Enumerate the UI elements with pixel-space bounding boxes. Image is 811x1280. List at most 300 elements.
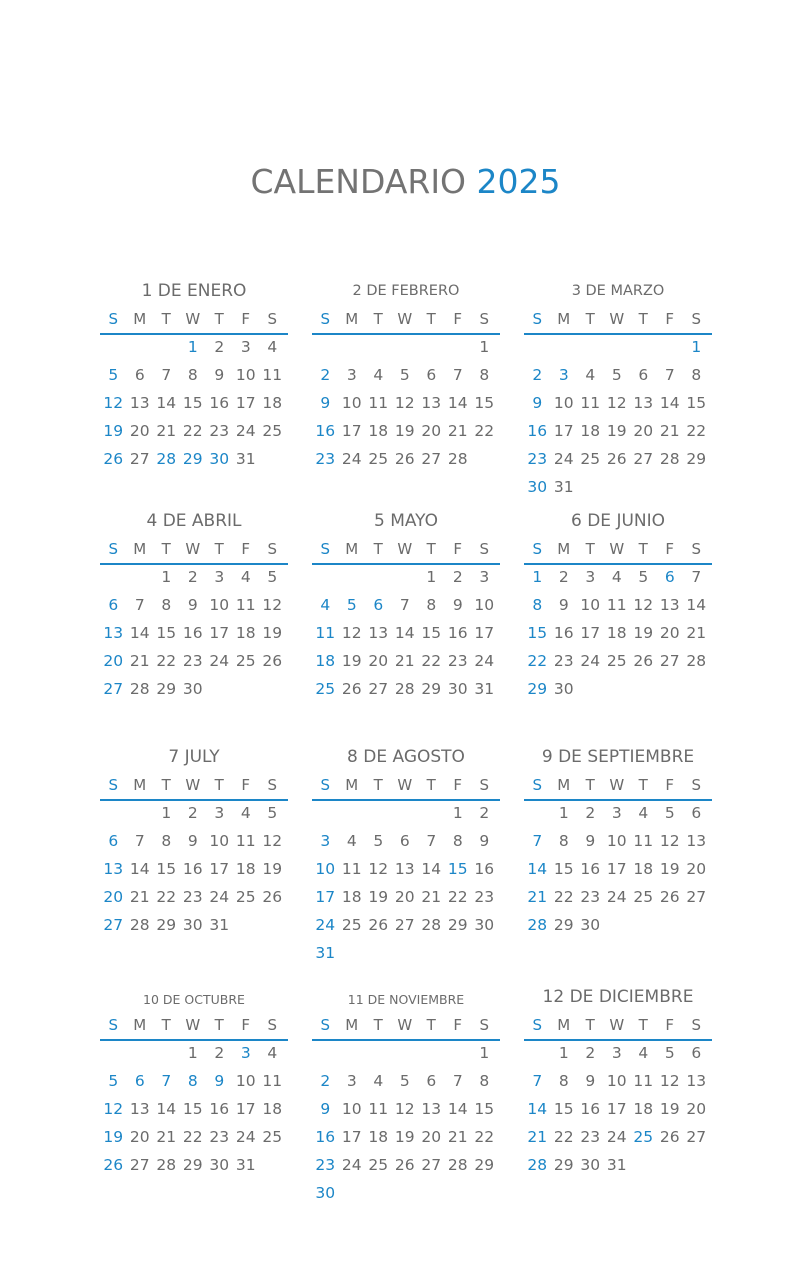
day-cell: 14 [394,624,415,642]
weekday-label: W [185,310,201,328]
day-cell: 17 [209,624,230,642]
weekday-label: T [161,776,171,794]
day-cell-highlighted: 19 [103,422,124,440]
day-cell: 21 [129,652,150,670]
weekday-label: W [185,1016,201,1034]
weekday-label: F [241,1016,251,1034]
day-cell: 24 [341,1156,362,1174]
day-cell: 17 [341,422,362,440]
day-cell: 25 [633,888,654,906]
month-name: 3 DE MARZO [571,283,665,299]
day-cell-highlighted: 1 [691,338,702,356]
day-cell: 12 [633,596,654,614]
day-cell: 18 [368,1128,389,1146]
day-cell: 2 [585,1044,596,1062]
day-cell: 22 [156,652,177,670]
day-cell-highlighted: 23 [315,450,336,468]
day-cell: 8 [479,1072,490,1090]
weekday-label: W [185,540,201,558]
day-cell: 4 [638,804,649,822]
day-cell-highlighted: 6 [373,596,384,614]
day-cell: 18 [606,624,627,642]
day-cell: 2 [214,1044,225,1062]
day-cell-highlighted: 13 [103,860,124,878]
day-cell: 16 [580,1100,601,1118]
day-cell: 5 [664,1044,675,1062]
weekday-label: S [320,540,331,558]
header-divider [524,1039,712,1041]
weekday-label: M [557,776,571,794]
month-name: 12 DE DICIEMBRE [542,987,694,1007]
day-cell: 16 [447,624,468,642]
day-cell: 8 [452,832,463,850]
weekday-label: M [557,1016,571,1034]
day-cell: 14 [686,596,707,614]
weekday-label: S [320,776,331,794]
day-cell: 14 [659,394,680,412]
weekday-label: F [665,776,675,794]
day-cell: 8 [161,596,172,614]
day-cell: 27 [686,888,707,906]
day-cell: 2 [214,338,225,356]
day-cell-highlighted: 16 [315,1128,336,1146]
weekday-label: M [133,1016,147,1034]
weekday-label: W [609,540,625,558]
day-cell-highlighted: 7 [532,832,543,850]
day-cell: 8 [691,366,702,384]
day-cell: 19 [659,860,680,878]
day-cell: 31 [235,450,256,468]
day-cell: 26 [262,888,283,906]
weekday-label: F [241,776,251,794]
weekday-header-row [524,1014,712,1036]
header-divider [524,799,712,801]
day-cell-highlighted: 26 [103,450,124,468]
day-cell: 22 [182,422,203,440]
weekday-header-row [100,308,288,330]
day-cell: 11 [262,366,283,384]
day-cell: 30 [474,916,495,934]
day-cell-highlighted: 28 [527,1156,548,1174]
weekday-label: S [267,776,278,794]
day-cell: 30 [447,680,468,698]
day-cell: 20 [129,1128,150,1146]
day-cell: 17 [235,1100,256,1118]
day-cell-highlighted: 13 [103,624,124,642]
day-cell: 2 [187,804,198,822]
weekday-label: S [479,540,490,558]
day-cell: 18 [262,394,283,412]
weekday-label: T [373,776,383,794]
day-cell: 1 [452,804,463,822]
day-cell: 24 [474,652,495,670]
day-cell-highlighted: 12 [103,1100,124,1118]
day-cell-highlighted: 4 [320,596,331,614]
day-cell: 15 [182,1100,203,1118]
day-cell: 11 [368,394,389,412]
day-cell: 10 [235,366,256,384]
day-cell: 17 [474,624,495,642]
weekday-label: W [397,540,413,558]
header-divider [312,563,500,565]
day-cell: 7 [426,832,437,850]
weekday-label: S [108,540,119,558]
day-cell-highlighted: 22 [527,652,548,670]
day-cell: 16 [209,1100,230,1118]
day-cell: 7 [452,366,463,384]
weekday-label: W [397,310,413,328]
weekday-label: S [108,310,119,328]
weekday-label: T [373,310,383,328]
weekday-label: T [373,1016,383,1034]
day-cell: 15 [553,1100,574,1118]
weekday-label: W [397,776,413,794]
day-cell: 22 [182,1128,203,1146]
day-cell: 18 [262,1100,283,1118]
month-name: 8 DE AGOSTO [347,747,465,767]
day-cell: 26 [659,888,680,906]
day-cell-highlighted: 29 [527,680,548,698]
weekday-header-row [100,1014,288,1036]
day-cell: 20 [421,422,442,440]
day-cell: 5 [399,366,410,384]
day-cell: 7 [452,1072,463,1090]
day-cell: 12 [659,1072,680,1090]
day-cell: 22 [686,422,707,440]
day-cell: 29 [553,916,574,934]
day-cell-highlighted: 1 [187,338,198,356]
day-cell: 7 [134,832,145,850]
day-cell: 19 [633,624,654,642]
day-cell: 31 [474,680,495,698]
day-cell: 5 [399,1072,410,1090]
day-cell: 7 [691,568,702,586]
day-cell: 26 [394,450,415,468]
day-cell: 19 [368,888,389,906]
day-cell: 24 [235,1128,256,1146]
day-cell: 20 [129,422,150,440]
day-cell: 9 [585,1072,596,1090]
day-cell: 25 [580,450,601,468]
weekday-label: T [585,1016,595,1034]
day-cell: 12 [368,860,389,878]
weekday-label: T [426,1016,436,1034]
weekday-label: T [161,540,171,558]
day-cell: 6 [426,1072,437,1090]
day-cell: 25 [262,422,283,440]
day-cell: 4 [638,1044,649,1062]
day-cell: 24 [606,888,627,906]
day-cell-highlighted: 6 [664,568,675,586]
day-cell: 15 [553,860,574,878]
day-cell: 29 [447,916,468,934]
day-cell: 26 [606,450,627,468]
day-cell: 15 [686,394,707,412]
day-cell: 6 [134,366,145,384]
month-block [312,510,500,740]
day-cell: 23 [182,888,203,906]
header-divider [100,799,288,801]
day-cell: 20 [368,652,389,670]
month-block [524,986,712,1216]
day-cell: 15 [474,1100,495,1118]
day-cell-highlighted: 27 [103,680,124,698]
day-cell: 22 [421,652,442,670]
weekday-header-row [312,774,500,796]
day-cell: 9 [452,596,463,614]
weekday-label: W [609,310,625,328]
weekday-label: S [532,540,543,558]
day-cell: 17 [235,394,256,412]
day-cell: 20 [394,888,415,906]
day-cell: 3 [214,804,225,822]
day-cell: 3 [214,568,225,586]
month-name: 6 DE JUNIO [570,511,666,531]
day-cell: 15 [474,394,495,412]
day-cell: 5 [373,832,384,850]
weekday-label: S [267,310,278,328]
day-cell-highlighted: 8 [532,596,543,614]
day-cell: 15 [421,624,442,642]
weekday-label: S [108,1016,119,1034]
day-cell-highlighted: 5 [108,1072,119,1090]
day-cell: 25 [368,1156,389,1174]
day-cell: 23 [209,422,230,440]
day-cell: 21 [447,1128,468,1146]
weekday-label: M [557,540,571,558]
day-cell: 11 [633,1072,654,1090]
weekday-label: F [241,540,251,558]
day-cell: 26 [368,916,389,934]
day-cell: 21 [686,624,707,642]
day-cell: 15 [182,394,203,412]
day-cell: 30 [182,680,203,698]
weekday-header-row [524,538,712,560]
day-cell-highlighted: 18 [315,652,336,670]
weekday-label: F [453,540,463,558]
day-cell: 3 [611,804,622,822]
month-block [100,510,288,740]
day-cell: 4 [267,338,278,356]
day-cell-highlighted: 16 [315,422,336,440]
day-cell: 1 [187,1044,198,1062]
day-cell: 19 [341,652,362,670]
day-cell: 27 [686,1128,707,1146]
day-cell: 22 [156,888,177,906]
day-cell: 25 [235,888,256,906]
day-cell: 8 [558,1072,569,1090]
month-block [100,986,288,1216]
day-cell: 22 [474,1128,495,1146]
day-cell-highlighted: 5 [346,596,357,614]
weekday-label: T [161,1016,171,1034]
day-cell: 1 [479,1044,490,1062]
day-cell-highlighted: 3 [558,366,569,384]
day-cell-highlighted: 6 [134,1072,145,1090]
weekday-label: M [345,540,359,558]
day-cell-highlighted: 28 [156,450,177,468]
weekday-header-row [524,308,712,330]
day-cell: 9 [558,596,569,614]
day-cell: 28 [659,450,680,468]
header-divider [100,333,288,335]
day-cell: 1 [426,568,437,586]
day-cell-highlighted: 26 [103,1156,124,1174]
day-cell-highlighted: 2 [320,1072,331,1090]
day-cell: 19 [606,422,627,440]
weekday-label: S [267,1016,278,1034]
day-cell: 12 [606,394,627,412]
weekday-label: T [214,1016,224,1034]
day-cell-highlighted: 27 [103,916,124,934]
day-cell: 27 [659,652,680,670]
day-cell: 11 [341,860,362,878]
day-cell-highlighted: 5 [108,366,119,384]
day-cell: 3 [585,568,596,586]
day-cell-highlighted: 16 [527,422,548,440]
day-cell: 26 [633,652,654,670]
day-cell: 13 [633,394,654,412]
header-divider [100,1039,288,1041]
month-block [312,280,500,510]
day-cell: 19 [262,860,283,878]
day-cell: 29 [156,680,177,698]
day-cell: 9 [187,832,198,850]
day-cell: 10 [209,596,230,614]
weekday-label: S [479,310,490,328]
day-cell: 13 [129,394,150,412]
day-cell: 26 [394,1156,415,1174]
day-cell: 4 [240,568,251,586]
day-cell: 24 [235,422,256,440]
day-cell: 21 [394,652,415,670]
day-cell: 13 [421,1100,442,1118]
weekday-header-row [100,538,288,560]
day-cell: 13 [659,596,680,614]
day-cell: 11 [606,596,627,614]
day-cell: 1 [558,1044,569,1062]
weekday-label: S [691,1016,702,1034]
day-cell: 18 [341,888,362,906]
month-name: 4 DE ABRIL [146,511,242,531]
day-cell-highlighted: 6 [108,832,119,850]
weekday-header-row [312,538,500,560]
day-cell: 20 [633,422,654,440]
day-cell-highlighted: 10 [315,860,336,878]
day-cell: 13 [686,1072,707,1090]
day-cell: 17 [341,1128,362,1146]
weekday-label: W [397,1016,413,1034]
day-cell: 26 [341,680,362,698]
weekday-label: S [479,776,490,794]
day-cell: 7 [134,596,145,614]
day-cell: 21 [421,888,442,906]
day-cell: 6 [399,832,410,850]
header-divider [312,799,500,801]
day-cell: 24 [209,652,230,670]
day-cell: 20 [686,860,707,878]
weekday-header-row [100,774,288,796]
day-cell: 12 [341,624,362,642]
month-block [100,280,288,510]
day-cell: 29 [182,1156,203,1174]
day-cell: 29 [421,680,442,698]
day-cell-highlighted: 8 [187,1072,198,1090]
weekday-label: M [345,1016,359,1034]
day-cell: 19 [659,1100,680,1118]
weekday-label: S [320,310,331,328]
day-cell: 3 [240,338,251,356]
day-cell: 28 [447,450,468,468]
day-cell: 30 [209,1156,230,1174]
day-cell: 10 [553,394,574,412]
title-year: 2025 [476,162,561,201]
weekday-label: T [214,310,224,328]
day-cell: 18 [580,422,601,440]
day-cell: 24 [580,652,601,670]
day-cell: 9 [214,366,225,384]
weekday-label: M [345,776,359,794]
day-cell: 21 [129,888,150,906]
weekday-label: M [133,310,147,328]
day-cell: 10 [580,596,601,614]
day-cell-highlighted: 20 [103,652,124,670]
month-name: 7 JULY [168,747,220,767]
day-cell-highlighted: 14 [527,860,548,878]
day-cell: 17 [606,1100,627,1118]
day-cell: 29 [686,450,707,468]
day-cell: 27 [394,916,415,934]
day-cell: 10 [606,832,627,850]
header-divider [312,333,500,335]
day-cell: 11 [235,832,256,850]
day-cell: 14 [129,624,150,642]
day-cell: 23 [182,652,203,670]
day-cell: 30 [580,1156,601,1174]
weekday-label: W [185,776,201,794]
weekday-label: M [557,310,571,328]
day-cell-highlighted: 2 [532,366,543,384]
day-cell: 28 [156,1156,177,1174]
day-cell: 9 [187,596,198,614]
day-cell: 11 [368,1100,389,1118]
day-cell: 11 [235,596,256,614]
day-cell: 10 [341,394,362,412]
weekday-label: T [426,310,436,328]
month-block [524,280,712,510]
day-cell: 23 [580,1128,601,1146]
month-name: 5 MAYO [373,511,439,531]
day-cell: 15 [156,860,177,878]
day-cell: 18 [633,860,654,878]
day-cell: 20 [421,1128,442,1146]
day-cell-highlighted: 20 [103,888,124,906]
day-cell: 5 [638,568,649,586]
day-cell: 21 [156,422,177,440]
day-cell: 26 [262,652,283,670]
day-cell-highlighted: 17 [315,888,336,906]
day-cell: 13 [129,1100,150,1118]
day-cell: 27 [368,680,389,698]
weekday-label: T [638,776,648,794]
day-cell: 5 [267,568,278,586]
day-cell: 11 [262,1072,283,1090]
weekday-label: T [214,540,224,558]
day-cell: 14 [156,394,177,412]
weekday-label: S [108,776,119,794]
day-cell: 1 [161,804,172,822]
day-cell-highlighted: 12 [103,394,124,412]
